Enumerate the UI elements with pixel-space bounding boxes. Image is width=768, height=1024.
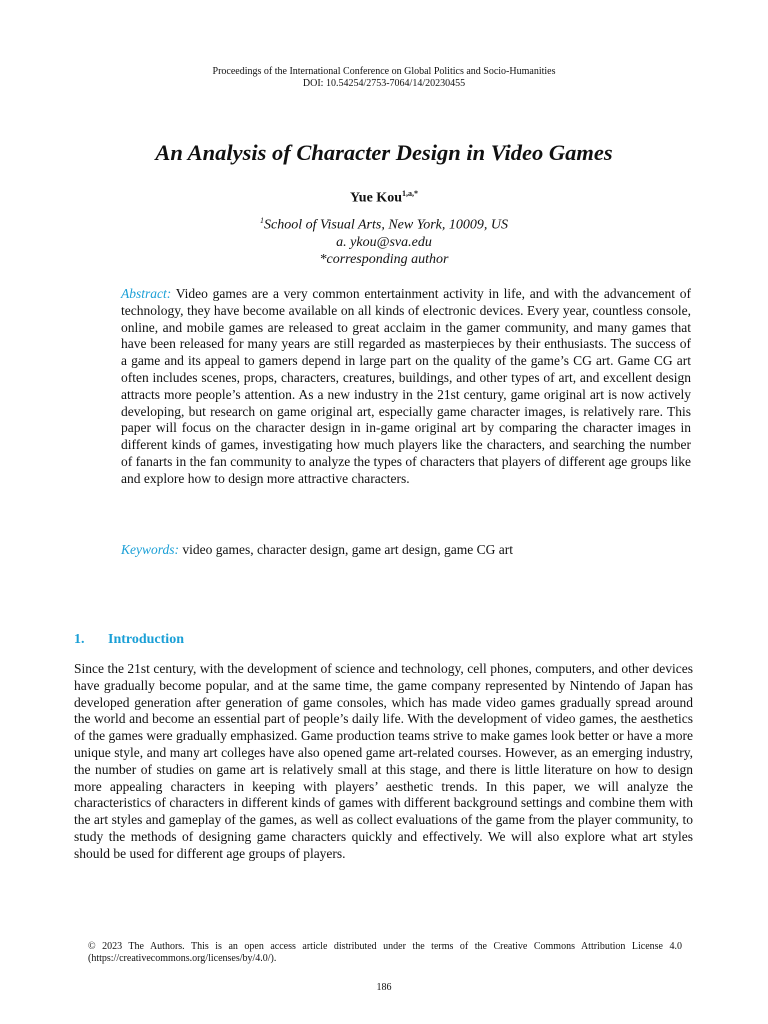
author-line: [0, 189, 768, 207]
affiliation-superscript: 1: [260, 216, 264, 225]
keywords: [121, 542, 691, 559]
page-number: 186: [376, 982, 392, 993]
section-heading: [74, 632, 184, 648]
abstract-text: Video games are a very common entertainment activity in life, and with the advancement of technology, they have become available on all kinds of electronic devices. Every year, countless console, online, and mobile games are released to great acclaim in the gamer community, and many games that have been released for many years are still regarded as masterpieces by their enthusiasts. The success of a game and its appeal to gamers depend in large part on the quality of the game’s CG art. Game CG art often includes scenes, props, characters, creatures, buildings, and other types of art, and excellent design attracts more people’s attention. As a new industry in the 21st century, game original art is now actively developing, but research on game original art, especially game character images, is relatively rare. This paper will focus on the character design in in-game original art by comparing the character images in different kinds of games, investigating how much players like the characters, and searching the number of fanarts in the fan community to analyze the types of characters that players of different age groups like and explore how to design more attractive characters.: [121, 286, 691, 486]
author-superscript: 1,a,*: [402, 189, 418, 198]
corresponding-note: *corresponding author: [319, 251, 449, 267]
license-footnote: © 2023 The Authors. This is an open access article distributed under the terms of the Creative Commons Attribution License 4.0 (https://creativecommons.org/licenses/by/4.0/).: [88, 941, 682, 964]
affiliation-block: [0, 212, 768, 268]
introduction-paragraph: Since the 21st century, with the development of science and technology, cell phones, computers, and other devices have gradually become popular, and at the same time, the game company represented by Nintendo of Japan has developed generation after generation of game consoles, which has made video games gradually spread around the world and become an essential part of people’s daily life. With the development of video games, the aesthetics of the games were gradually emphasized. Game production teams strive to make games look better or have a more unique style, and many art colleges have also opened game art-related courses. However, as an emerging industry, the number of studies on game art is relatively small at this stage, and there is little literature on how to design more appealing characters in keeping with players’ aesthetic trends. In this paper, we will analyze the characteristics of characters in different kinds of games with different background settings and combine them with the art styles and gameplay of the games, as well as collect evaluations of the game from the player community, to study the methods of designing game characters quickly and effectively. We will also explore what art styles should be used for different age groups of players.: [74, 661, 693, 861]
section-title: Introduction: [108, 632, 184, 647]
affiliation-email: a. ykou@sva.edu: [336, 234, 432, 250]
author-name: Yue Kou: [349, 190, 402, 206]
abstract-label: Abstract:: [121, 286, 172, 301]
abstract: [121, 286, 691, 488]
keywords-label: Keywords:: [121, 542, 179, 557]
keywords-text: video games, character design, game art design, game CG art: [182, 542, 513, 557]
running-header: [0, 66, 768, 90]
affiliation-school: School of Visual Arts, New York, 10009, US: [264, 217, 508, 233]
affiliation-school-line: [0, 212, 768, 234]
section-number: 1.: [74, 632, 85, 647]
conference-name: Proceedings of the International Conference on Global Politics and Socio-Humanities: [212, 66, 556, 77]
paper-title: An Analysis of Character Design in Video Games: [155, 140, 613, 165]
doi: DOI: 10.54254/2753-7064/14/20230455: [302, 78, 466, 89]
